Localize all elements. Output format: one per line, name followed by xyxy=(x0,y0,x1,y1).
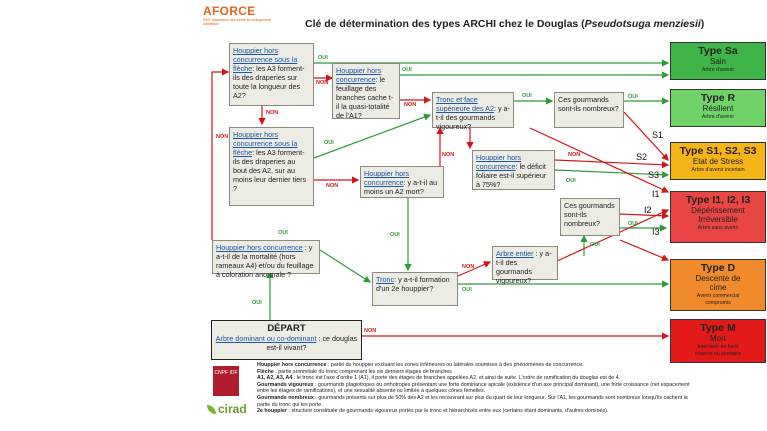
oui-label: OUI xyxy=(628,94,638,100)
label-i1: I1 xyxy=(652,189,660,199)
aforce-logo-text: AFORCE xyxy=(203,4,256,18)
cnpf-logo: CNPF IDF xyxy=(213,366,239,396)
label-s2: S2 xyxy=(636,152,648,162)
non-label: NON xyxy=(404,102,417,108)
non-label: NON xyxy=(568,152,581,158)
oui-label: OUI xyxy=(628,221,638,227)
legend-item: Gourmands vigoureux : gourmands plagiotropes ou orthotropes présentant une forte dominance apicale (existence d'un axe principal dominant), une forte croissance (net espacement entre les étages de ramifications), et une sexualité absente ou limitée à quelques cônes femelles. xyxy=(257,381,690,395)
result-type-sa[interactable]: Type Sa Sain Arbre d'avenir xyxy=(670,42,766,80)
node-10[interactable]: Tronc: y a-t-il formation d'un 2e houppier? xyxy=(372,272,458,306)
oui-label: OUI xyxy=(462,287,472,293)
result-type-d[interactable]: Type D Descente de cime Avenir commercial compromis xyxy=(670,259,766,311)
oui-label: OUI xyxy=(278,230,288,236)
legend-item: Gourmands nombreux : gourmands présents sur plus de 50% des A2 et les recouvrant sur plus du quart de leur longueur. Sur l'A1, les gourmands sont nombreux lorsqu'ils cachent la partie du tronc qui les porte. xyxy=(257,394,688,408)
result-type-r[interactable]: Type R Résilient Arbre d'avenir xyxy=(670,89,766,127)
oui-label: OUI xyxy=(318,55,328,61)
node-3[interactable]: Tronc et face supérieure des A2: y a-t-il des gourmands vigoureux? xyxy=(432,92,514,128)
cirad-leaf-icon xyxy=(207,405,216,414)
legend xyxy=(257,362,697,415)
node-9[interactable]: Houppier hors concurrence : y a-t-il de la mortalité (hors rameaux A4) et/ou du feuillage à coloration anormale ? xyxy=(212,240,320,274)
aforce-logo-subtitle: RMT Adaptation des forêts au changement climatique xyxy=(203,18,272,27)
start-title: DÉPART xyxy=(267,323,306,334)
legend-item: Houppier hors concurrence : partie du houppier excluant les zones inférieures ou latérales soumises à des phénomènes de concurrence. xyxy=(257,362,584,368)
result-type-m[interactable]: Type M Mort Intervenir en forêt réserve ou sanitaire xyxy=(670,319,766,363)
non-label: NON xyxy=(442,152,455,158)
start-node[interactable]: DÉPART Arbre dominant ou co-dominant : ce douglas est-il vivant? xyxy=(211,320,362,360)
node-7[interactable]: Houppier hors concurrence: le déficit foliaire est-il supérieur à 75%? xyxy=(472,150,555,190)
legend-item: 2e houppier : structure constituée de gourmands vigoureux portés par le tronc et hiérarchisés entre eux (certains étant dominants, d'autres dominés). xyxy=(257,408,609,415)
label-s1: S1 xyxy=(652,130,664,140)
cirad-logo: cirad xyxy=(207,402,247,416)
oui-label: OUI xyxy=(390,232,400,238)
node-8[interactable]: Ces gourmands sont-ils nombreux? xyxy=(560,198,620,236)
oui-label: OUI xyxy=(590,242,600,248)
oui-label: OUI xyxy=(324,140,334,146)
label-i2: I2 xyxy=(644,205,652,215)
label-i3: I3 xyxy=(652,227,660,237)
node-5[interactable]: Houppier hors concurrence sous la flèche: les A3 forment-ils des draperies au bout des A2, sur au moins leur dernier tiers ? xyxy=(229,127,314,206)
legend-item: A1, A2, A3, A4 : le tronc est l'axe d'ordre 1 (A1), il porte des étages de branches appelées A2, et ainsi de suite. L'ordre de ramification du douglas est de 4. xyxy=(257,375,621,382)
oui-label: OUI xyxy=(252,300,262,306)
node-6[interactable]: Houppier hors concurrence: y a-t-il au moins un A2 mort? xyxy=(360,166,444,198)
non-label: NON xyxy=(462,264,475,270)
non-label: NON xyxy=(266,110,279,116)
non-label: NON xyxy=(326,183,339,189)
oui-label: OUI xyxy=(566,178,576,184)
node-4[interactable]: Ces gourmands sont-ils nombreux? xyxy=(554,92,624,128)
node-2[interactable]: Houppier hors concurrence: le feuillage des branches cache t-il la quasi-totalité de l'A1? xyxy=(332,63,400,119)
label-s3: S3 xyxy=(648,170,660,180)
non-label: NON xyxy=(364,328,377,334)
node-11[interactable]: Arbre entier : y a-t-il des gourmands vigoureux? xyxy=(492,246,558,280)
page-title: Clé de détermination des types ARCHI chez le Douglas (Pseudotsuga menziesii) xyxy=(305,18,705,30)
node-1[interactable]: Houppier hors concurrence sous la flèche: les A3 forment-ils des draperies sur toute la longueur des A2? xyxy=(229,43,314,106)
non-label: NON xyxy=(316,80,329,86)
oui-label: OUI xyxy=(522,93,532,99)
result-type-s[interactable]: Type S1, S2, S3 Etat de Stress Arbre d'avenir incertain xyxy=(670,142,766,180)
oui-label: OUI xyxy=(402,67,412,73)
result-type-i[interactable]: Type I1, I2, I3 Dépérissement Irréversible Arbre sans avenir xyxy=(670,191,766,243)
legend-item: Flèche : partie sommitale du tronc comprenant les six derniers étages de branches xyxy=(257,368,452,375)
non-label: NON xyxy=(216,134,229,140)
